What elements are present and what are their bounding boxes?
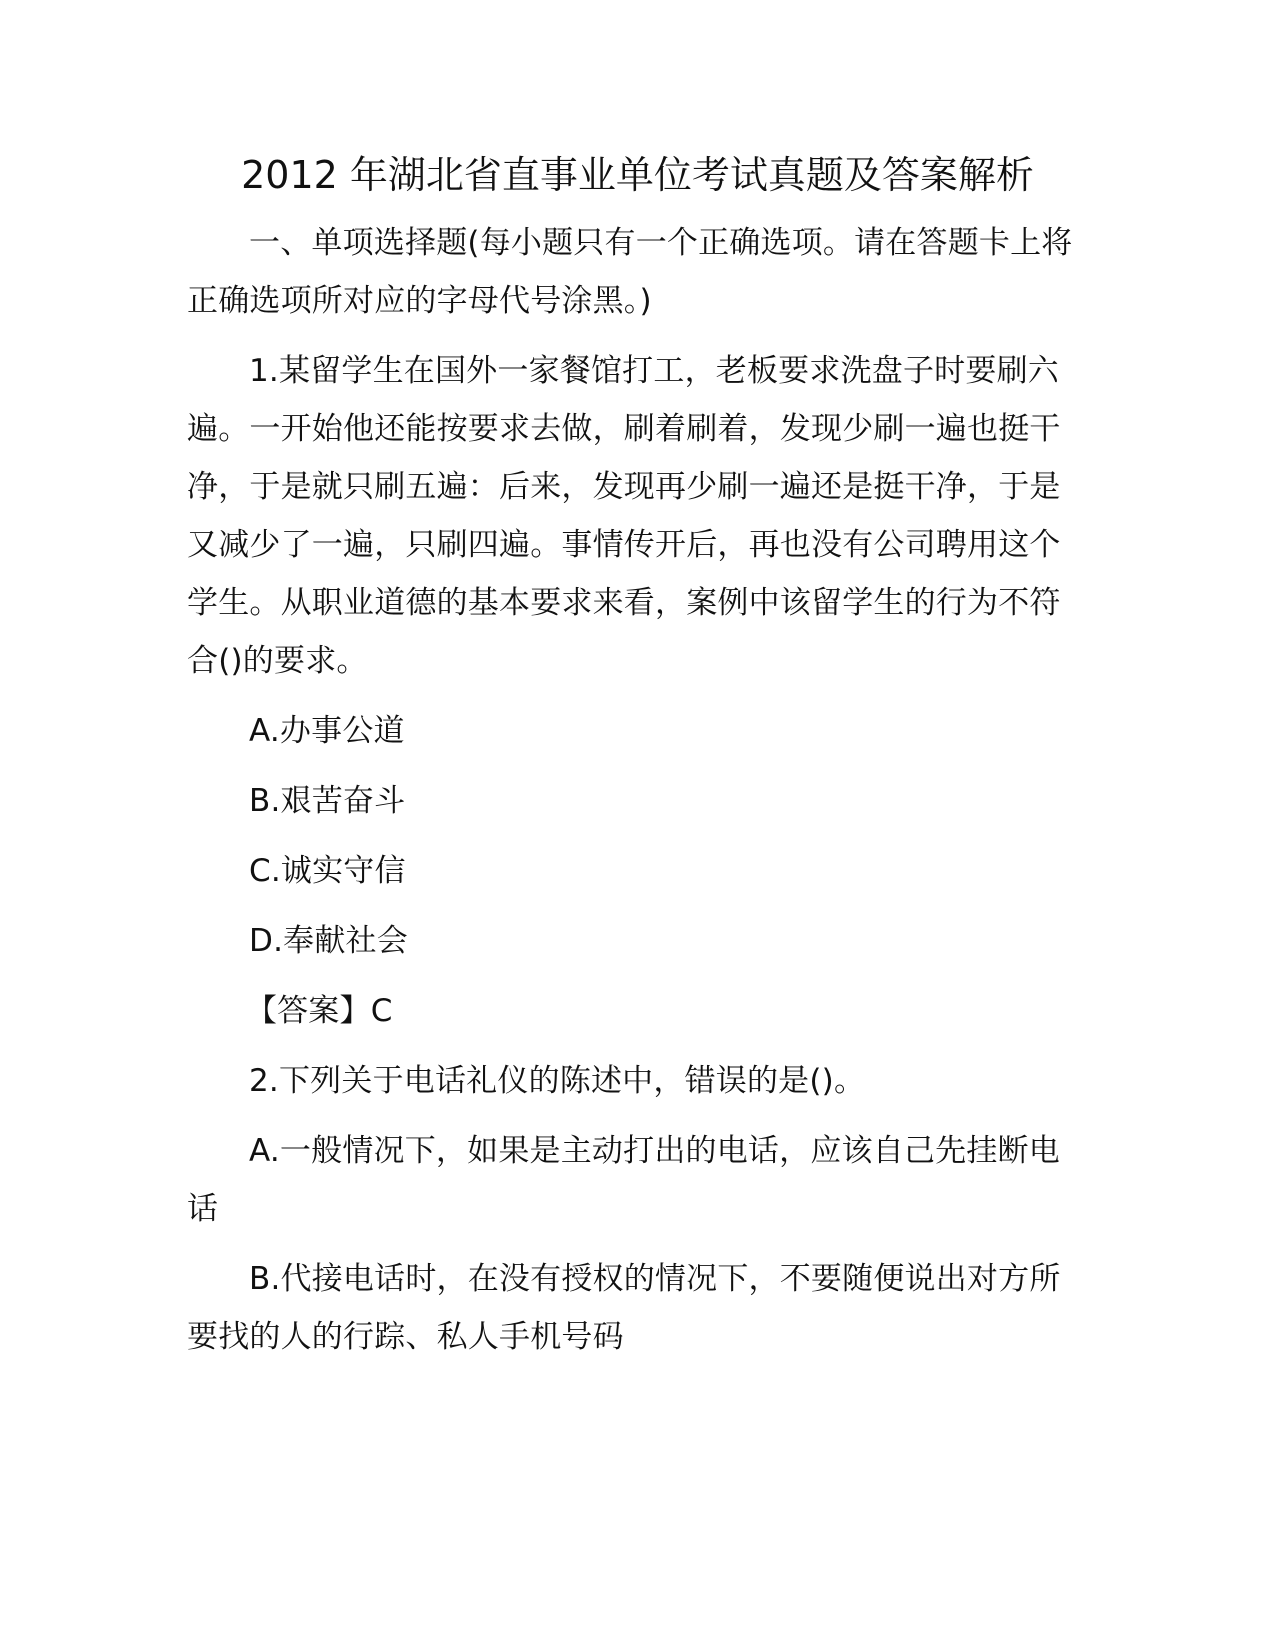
question-2-option-b: B.代接电话时，在没有授权的情况下，不要随便说出对方所要找的人的行踪、私人手机号码 xyxy=(187,1261,1061,1355)
question-1-option-b: B.艰苦奋斗 xyxy=(249,783,406,819)
question-2-stem: 2.下列关于电话礼仪的陈述中，错误的是()。 xyxy=(249,1063,866,1099)
page-title: 2012 年湖北省直事业单位考试真题及答案解析 xyxy=(241,153,1034,197)
question-1-stem: 1.某留学生在国外一家餐馆打工，老板要求洗盘子时要刷六遍。一开始他还能按要求去做，刷着刷着，发现少刷一遍也挺干净，于是就只刷五遍：后来，发现再少刷一遍还是挺干净，于是又减少了一遍，只刷四遍。事情传开后，再也没有公司聘用这个学生。从职业道德的基本要求来看，案例中该留学生的行为不符合()的要求。 xyxy=(187,353,1061,679)
question-1-option-d: D.奉献社会 xyxy=(249,923,408,959)
question-1-option-c: C.诚实守信 xyxy=(249,853,406,889)
document-body xyxy=(187,214,1087,1378)
question-1-answer: 【答案】C xyxy=(245,993,393,1029)
section-heading: 一、单项选择题(每小题只有一个正确选项。请在答题卡上将正确选项所对应的字母代号涂黑。) xyxy=(187,225,1073,319)
question-2-option-a: A.一般情况下，如果是主动打出的电话，应该自己先挂断电话 xyxy=(187,1133,1060,1227)
question-1-option-a: A.办事公道 xyxy=(249,713,405,749)
